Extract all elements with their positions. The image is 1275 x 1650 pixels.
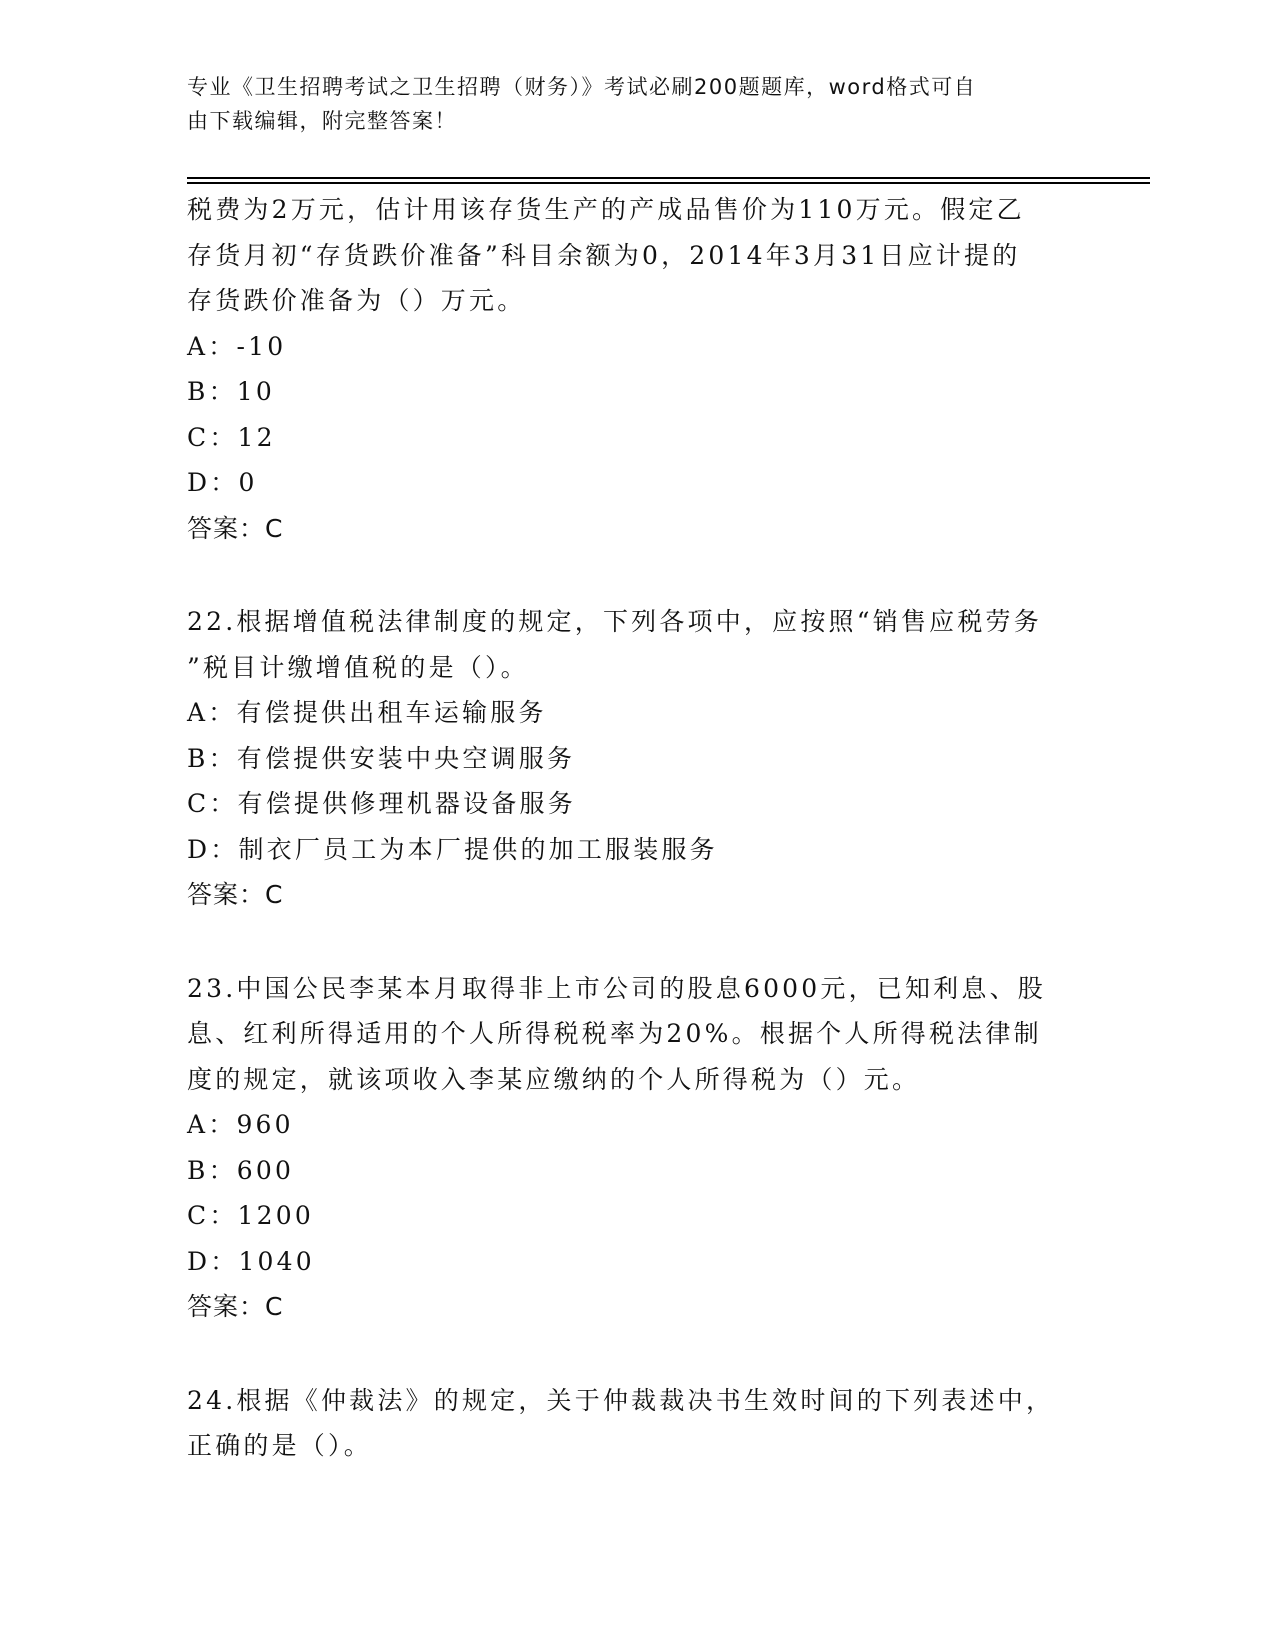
- option-c: C：有偿提供修理机器设备服务: [187, 789, 576, 818]
- header-line-2: 由下载编辑，附完整答案！: [187, 109, 457, 133]
- header-divider-top: [187, 177, 1150, 179]
- answer-line: 答案：C: [187, 1292, 284, 1321]
- spacer: [187, 551, 1067, 599]
- question-text-line: 存货跌价准备为（）万元。: [187, 286, 526, 315]
- spacer: [187, 1330, 1067, 1378]
- header-divider-bottom: [187, 182, 1150, 184]
- option-a: A：960: [187, 1110, 294, 1139]
- question-21: [187, 187, 1067, 551]
- question-text-line: 税费为2万元，估计用该存货生产的产成品售价为110万元。假定乙: [187, 195, 1025, 224]
- question-text-line: 22.根据增值税法律制度的规定，下列各项中，应按照“销售应税劳务: [187, 607, 1042, 636]
- option-c: C：12: [187, 422, 276, 452]
- question-text-line: 23.中国公民李某本月取得非上市公司的股息6000元，已知利息、股: [187, 973, 1046, 1003]
- option-a: A：有偿提供出租车运输服务: [187, 698, 547, 727]
- answer-line: 答案：C: [187, 513, 284, 543]
- document-header: [187, 70, 1067, 138]
- question-22: [187, 599, 1067, 918]
- question-text-line: 度的规定，就该项收入李某应缴纳的个人所得税为（）元。: [187, 1064, 921, 1094]
- option-d: D：制衣厂员工为本厂提供的加工服装服务: [187, 834, 718, 864]
- option-c: C：1200: [187, 1201, 314, 1230]
- option-d: D：0: [187, 468, 258, 497]
- option-d: D：1040: [187, 1246, 315, 1276]
- option-b: B：有偿提供安装中央空调服务: [187, 743, 576, 773]
- option-a: A：-10: [187, 331, 287, 361]
- document-body: [187, 187, 1067, 1469]
- option-b: B：10: [187, 377, 275, 406]
- answer-line: 答案：C: [187, 880, 284, 909]
- header-line-1: 专业《卫生招聘考试之卫生招聘（财务）》考试必刷200题题库，word格式可自: [187, 75, 977, 99]
- question-text-line: 正确的是（）。: [187, 1431, 372, 1460]
- question-text-line: 存货月初“存货跌价准备”科目余额为0，2014年3月31日应计提的: [187, 240, 1021, 270]
- question-text-line: 息、红利所得适用的个人所得税税率为20%。根据个人所得税法律制: [187, 1019, 1042, 1048]
- question-text-line: 24.根据《仲裁法》的规定，关于仲裁裁决书生效时间的下列表述中，: [187, 1385, 1055, 1415]
- option-b: B：600: [187, 1155, 295, 1185]
- spacer: [187, 918, 1067, 966]
- question-23: [187, 966, 1067, 1330]
- question-24: [187, 1378, 1067, 1469]
- question-text-line: ”税目计缴增值税的是（）。: [187, 652, 529, 682]
